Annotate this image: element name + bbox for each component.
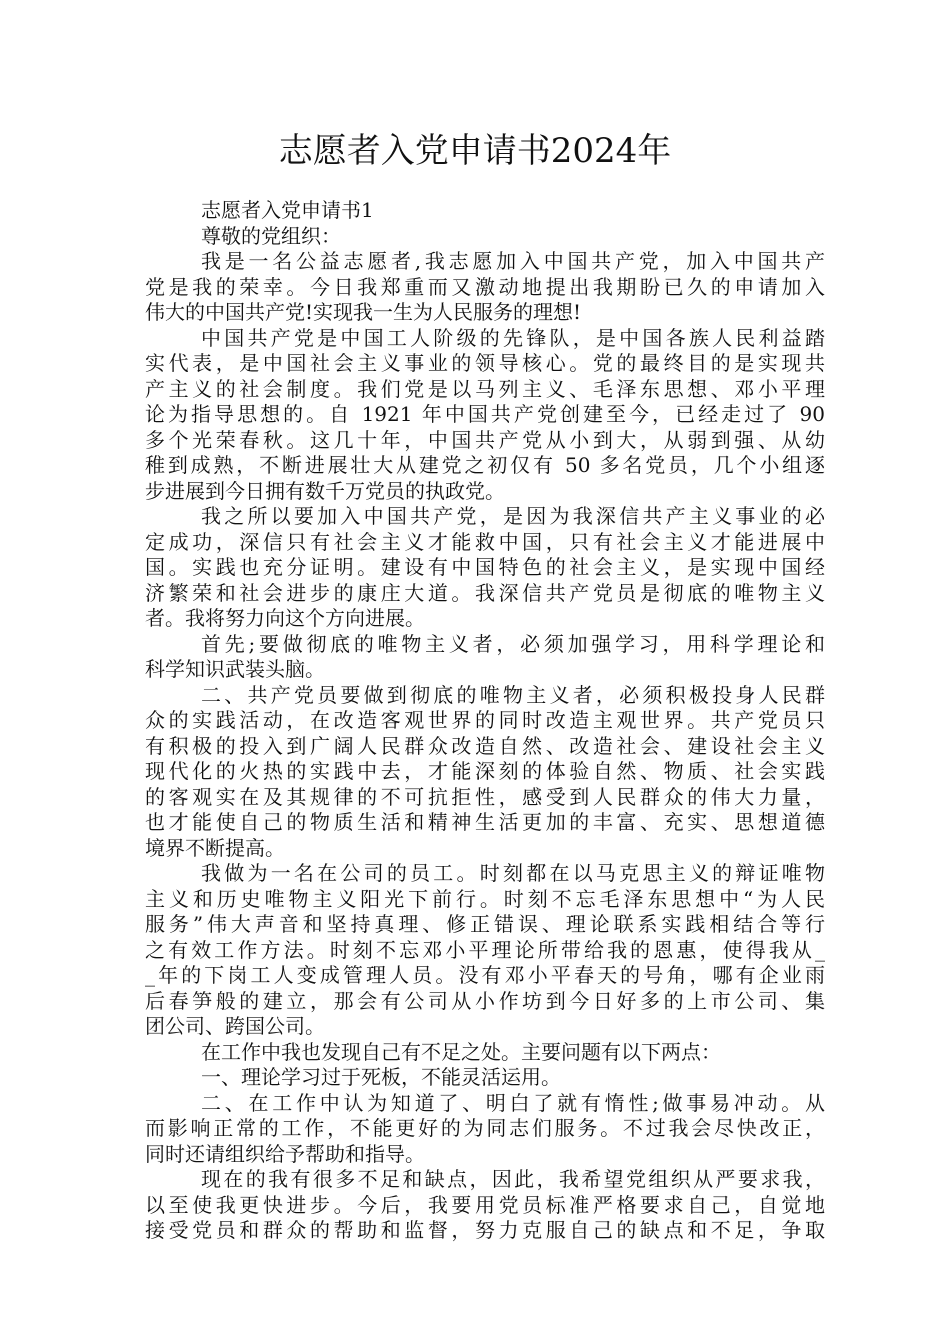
text-line: 现在的我有很多不足和缺点，因此，我希望党组织从严要求我， [201, 1167, 825, 1191]
text-line: 产主义的社会制度。我们党是以马列主义、毛泽东思想、邓小平理 [145, 376, 825, 401]
text-line: 境界不断提高。 [145, 835, 285, 860]
text-line: 主义和历史唯物主义阳光下前行。时刻不忘毛泽东思想中“为人民 [145, 886, 825, 911]
text-line: 者。我将努力向这个方向进展。 [145, 606, 425, 630]
text-line: 服务”伟大声音和坚持真理、修正错误、理论联系实践相结合等行 [145, 912, 825, 936]
text-line: 以至使我更快进步。今后，我要用党员标准严格要求自己，自觉地 [145, 1192, 825, 1217]
text-line: 在工作中我也发现自己有不足之处。主要问题有以下两点： [201, 1039, 721, 1064]
text-line: 尊敬的党组织： [201, 223, 341, 248]
text-line: 我之所以要加入中国共产党，是因为我深信共产主义事业的必 [201, 504, 825, 528]
text-line: 有积极的投入到广阔人民群众改造自然、改造社会、建设社会主义 [145, 733, 825, 758]
text-line: 二、共产党员要做到彻底的唯物主义者，必须积极投身人民群 [201, 682, 825, 707]
text-line: 也才能使自己的物质生活和精神生活更加的丰富、充实、思想道德 [145, 810, 825, 834]
text-line: 国。实践也充分证明。建设有中国特色的社会主义，是实现中国经 [145, 555, 825, 579]
text-line: 论为指导思想的。自 1921 年中国共产党创建至今，已经走过了 90 [145, 402, 825, 426]
text-line: 中国共产党是中国工人阶级的先锋队，是中国各族人民利益踏 [201, 325, 825, 350]
text-line: 我做为一名在公司的员工。时刻都在以马克思主义的辩证唯物 [201, 861, 825, 885]
document-title: 志愿者入党申请书2024年 [278, 131, 672, 171]
text-line: 同时还请组织给予帮助和指导。 [145, 1141, 425, 1166]
document-body [145, 198, 825, 1244]
text-line: 实代表，是中国社会主义事业的领导核心。党的最终目的是实现共 [145, 351, 825, 375]
text-line: 济繁荣和社会进步的康庄大道。我深信共产党员是彻底的唯物主义 [145, 580, 825, 605]
text-line: 党是我的荣幸。今日我郑重而又激动地提出我期盼已久的申请加入 [145, 274, 825, 299]
text-line: 多个光荣春秋。这几十年，中国共产党从小到大，从弱到强、从幼 [145, 427, 825, 452]
text-line: 之有效工作方法。时刻不忘邓小平理论所带给我的恩惠，使得我从_ [145, 937, 825, 962]
text-line: 志愿者入党申请书1 [201, 198, 374, 222]
text-line: 步进展到今日拥有数千万党员的执政党。 [145, 478, 505, 503]
text-line: 科学知识武装头脑。 [145, 657, 325, 681]
text-line: 伟大的中国共产党!实现我一生为人民服务的理想! [145, 300, 582, 324]
text-line: 的客观实在及其规律的不可抗拒性，感受到人民群众的伟大力量， [145, 784, 825, 809]
text-line: 接受党员和群众的帮助和监督，努力克服自己的缺点和不足，争取 [145, 1218, 825, 1242]
text-line: 一、理论学习过于死板，不能灵活运用。 [201, 1065, 561, 1089]
text-line: _年的下岗工人变成管理人员。没有邓小平春天的号角，哪有企业雨 [145, 963, 825, 987]
text-line: 现代化的火热的实践中去，才能深刻的体验自然、物质、社会实践 [145, 759, 825, 783]
text-line: 首先;要做彻底的唯物主义者，必须加强学习，用科学理论和 [201, 631, 825, 656]
text-line: 定成功，深信只有社会主义才能救中国，只有社会主义才能进展中 [145, 529, 825, 554]
text-line: 而影响正常的工作，不能更好的为同志们服务。不过我会尽快改正， [145, 1116, 825, 1140]
text-line: 后春笋般的建立，那会有公司从小作坊到今日好多的上市公司、集 [145, 988, 825, 1013]
text-line: 团公司、跨国公司。 [145, 1014, 325, 1038]
text-line: 稚到成熟，不断进展壮大从建党之初仅有 50 多名党员，几个小组逐 [145, 453, 825, 477]
text-line: 二、在工作中认为知道了、明白了就有惰性;做事易冲动。从 [201, 1090, 825, 1115]
text-line: 我是一名公益志愿者,我志愿加入中国共产党，加入中国共产 [201, 249, 825, 273]
text-line: 众的实践活动，在改造客观世界的同时改造主观世界。共产党员只 [145, 708, 825, 732]
